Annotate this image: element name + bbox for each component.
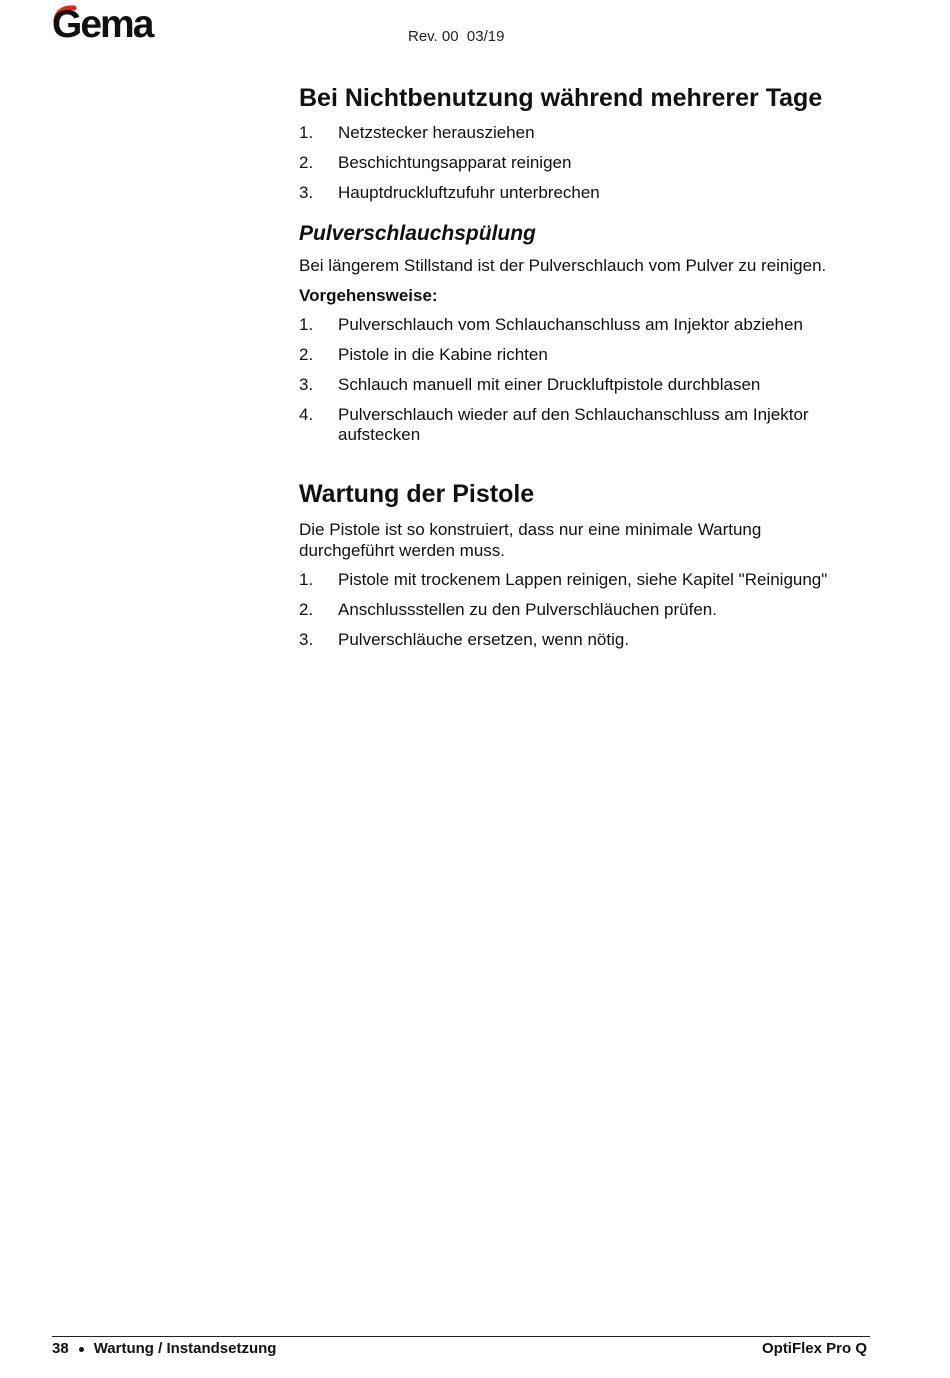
list-item bbox=[299, 375, 859, 395]
footer-left bbox=[52, 1340, 276, 1358]
list-item-text: Pulverschlauch wieder auf den Schlauchanschluss am Injektor aufstecken bbox=[338, 405, 809, 444]
section-title-nichtbenutzung: Bei Nichtbenutzung während mehrerer Tage bbox=[299, 84, 823, 112]
list-item bbox=[299, 630, 859, 650]
list-item bbox=[299, 315, 859, 335]
steps-list-pulverschlauch bbox=[299, 315, 859, 445]
list-item-text: Pulverschläuche ersetzen, wenn nötig. bbox=[338, 630, 630, 649]
gema-logo bbox=[52, 4, 164, 46]
list-item-number: 2. bbox=[299, 600, 314, 619]
steps-list-wartung bbox=[299, 570, 859, 650]
list-item-text: Netzstecker herausziehen bbox=[338, 123, 535, 142]
section-intro-wartung: Die Pistole ist so konstruiert, dass nur eine minimale Wartung durchgeführt werden muss. bbox=[299, 520, 762, 560]
list-item bbox=[299, 153, 859, 173]
product-name: OptiFlex Pro Q bbox=[761, 1340, 867, 1357]
list-item-text: Pistole in die Kabine richten bbox=[338, 345, 548, 364]
list-item-number: 4. bbox=[299, 405, 314, 424]
list-item-number: 1. bbox=[299, 123, 314, 142]
list-item-number: 1. bbox=[299, 315, 314, 334]
chapter-title: Wartung / Instandsetzung bbox=[93, 1340, 277, 1357]
page-number: 38 bbox=[52, 1340, 69, 1357]
list-item bbox=[299, 600, 859, 620]
list-item bbox=[299, 345, 859, 365]
section-title-wartung-pistole: Wartung der Pistole bbox=[299, 480, 535, 508]
list-item-number: 2. bbox=[299, 153, 314, 172]
list-item-text: Beschichtungsapparat reinigen bbox=[338, 153, 572, 172]
steps-list-nichtbenutzung bbox=[299, 123, 859, 203]
list-item-number: 3. bbox=[299, 183, 314, 202]
list-item bbox=[299, 570, 859, 590]
list-item-text: Pistole mit trockenem Lappen reinigen, siehe Kapitel "Reinigung" bbox=[338, 570, 828, 589]
logo-text: Gema bbox=[52, 3, 153, 46]
list-item-number: 3. bbox=[299, 375, 314, 394]
section-title-pulverschlauchspuelung: Pulverschlauchspülung bbox=[299, 222, 536, 245]
list-item bbox=[299, 123, 859, 143]
list-item-text: Anschlussstellen zu den Pulverschläuchen prüfen. bbox=[338, 600, 717, 619]
main-content bbox=[299, 83, 859, 660]
list-item-number: 2. bbox=[299, 345, 314, 364]
list-item-number: 3. bbox=[299, 630, 314, 649]
list-item bbox=[299, 405, 859, 445]
section-intro-pulverschlauch: Bei längerem Stillstand ist der Pulverschlauch vom Pulver zu reinigen. bbox=[299, 256, 827, 275]
list-item-text: Schlauch manuell mit einer Druckluftpistole durchblasen bbox=[338, 375, 761, 394]
list-item bbox=[299, 183, 859, 203]
bullet-dot-icon bbox=[79, 1347, 84, 1352]
footer-divider bbox=[52, 1336, 870, 1337]
list-item-text: Pulverschlauch vom Schlauchanschluss am Injektor abziehen bbox=[338, 315, 803, 334]
procedure-label: Vorgehensweise: bbox=[299, 286, 438, 305]
list-item-text: Hauptdruckluftzufuhr unterbrechen bbox=[338, 183, 600, 202]
list-item-number: 1. bbox=[299, 570, 314, 589]
revision-label: Rev. 00 03/19 bbox=[408, 28, 505, 45]
